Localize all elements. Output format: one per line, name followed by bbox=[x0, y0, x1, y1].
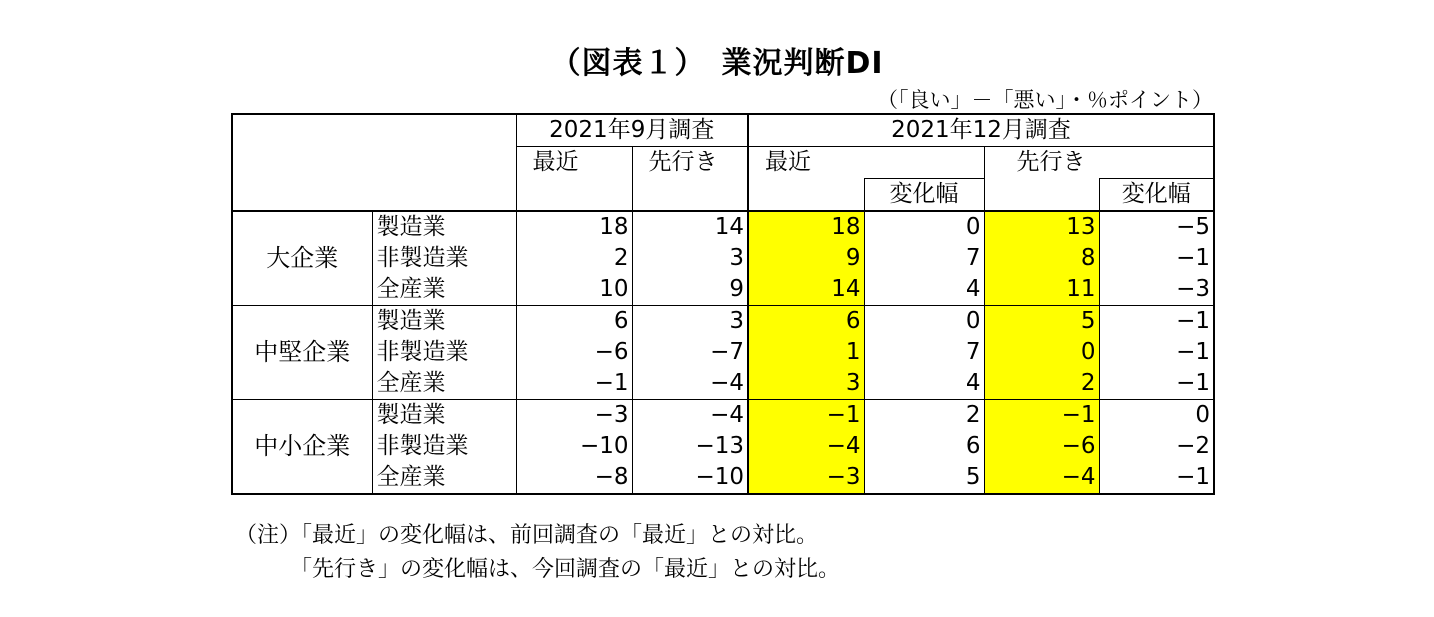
cell-dec-recent: 9 bbox=[748, 243, 864, 274]
header-dec-recent: 最近 bbox=[748, 147, 984, 179]
table-row bbox=[232, 306, 1214, 338]
header-dec-recent-blank bbox=[748, 179, 864, 212]
cell-dec-outlook: −4 bbox=[984, 462, 1099, 494]
industry-label: 全産業 bbox=[372, 368, 516, 400]
cell-sep-recent: −6 bbox=[516, 337, 632, 368]
cell-dec-outlook-change: −2 bbox=[1099, 431, 1214, 462]
cell-dec-recent-change: 5 bbox=[864, 462, 984, 494]
cell-dec-recent: 6 bbox=[748, 306, 864, 338]
cell-dec-outlook: 5 bbox=[984, 306, 1099, 338]
table-row bbox=[232, 462, 1214, 494]
table-row bbox=[232, 243, 1214, 274]
cell-dec-recent-change: 4 bbox=[864, 368, 984, 400]
cell-sep-recent: −1 bbox=[516, 368, 632, 400]
cell-sep-outlook: 14 bbox=[632, 211, 748, 243]
cell-dec-recent: 18 bbox=[748, 211, 864, 243]
cell-sep-recent: −10 bbox=[516, 431, 632, 462]
cell-dec-outlook: 0 bbox=[984, 337, 1099, 368]
note-line-1: （注）「最近」の変化幅は、前回調査の「最近」との対比。 bbox=[235, 523, 819, 548]
note-line-2: 「先行き」の変化幅は、今回調査の「最近」との対比。 bbox=[290, 557, 841, 582]
header-corner bbox=[232, 114, 516, 211]
cell-sep-outlook: 3 bbox=[632, 306, 748, 338]
cell-dec-outlook-change: −5 bbox=[1099, 211, 1214, 243]
cell-sep-recent: 18 bbox=[516, 211, 632, 243]
cell-sep-outlook: 3 bbox=[632, 243, 748, 274]
header-dec-outlook-blank bbox=[984, 179, 1099, 212]
cell-sep-outlook: −4 bbox=[632, 400, 748, 432]
cell-dec-recent: −4 bbox=[748, 431, 864, 462]
cell-dec-recent: 1 bbox=[748, 337, 864, 368]
cell-sep-recent: −3 bbox=[516, 400, 632, 432]
table-row bbox=[232, 274, 1214, 306]
cell-dec-outlook: −6 bbox=[984, 431, 1099, 462]
cell-dec-recent-change: 0 bbox=[864, 306, 984, 338]
cell-dec-recent-change: 6 bbox=[864, 431, 984, 462]
industry-label: 非製造業 bbox=[372, 243, 516, 274]
cell-sep-recent: 2 bbox=[516, 243, 632, 274]
cell-dec-recent: 3 bbox=[748, 368, 864, 400]
industry-label: 製造業 bbox=[372, 306, 516, 338]
group-label-large: 大企業 bbox=[232, 211, 372, 306]
cell-dec-outlook: −1 bbox=[984, 400, 1099, 432]
group-label-small: 中小企業 bbox=[232, 400, 372, 495]
header-row-surveys bbox=[232, 114, 1214, 147]
header-sep-outlook: 先行き bbox=[632, 147, 748, 212]
header-survey-dec: 2021年12月調査 bbox=[748, 114, 1214, 147]
cell-dec-recent: −1 bbox=[748, 400, 864, 432]
industry-label: 製造業 bbox=[372, 211, 516, 243]
cell-dec-outlook-change: −1 bbox=[1099, 243, 1214, 274]
cell-dec-recent-change: 4 bbox=[864, 274, 984, 306]
cell-sep-recent: 6 bbox=[516, 306, 632, 338]
cell-dec-outlook: 2 bbox=[984, 368, 1099, 400]
cell-sep-outlook: 9 bbox=[632, 274, 748, 306]
header-dec-outlook: 先行き bbox=[984, 147, 1214, 179]
cell-dec-outlook-change: −3 bbox=[1099, 274, 1214, 306]
table-row bbox=[232, 368, 1214, 400]
header-dec-recent-change: 変化幅 bbox=[864, 179, 984, 212]
cell-dec-outlook: 8 bbox=[984, 243, 1099, 274]
cell-sep-outlook: −13 bbox=[632, 431, 748, 462]
cell-sep-recent: −8 bbox=[516, 462, 632, 494]
cell-dec-recent: 14 bbox=[748, 274, 864, 306]
di-table bbox=[231, 113, 1215, 495]
table-row bbox=[232, 431, 1214, 462]
cell-dec-recent: −3 bbox=[748, 462, 864, 494]
cell-dec-outlook-change: −1 bbox=[1099, 306, 1214, 338]
unit-label: （「良い」－「悪い」・％ポイント） bbox=[877, 88, 1213, 112]
cell-dec-recent-change: 7 bbox=[864, 243, 984, 274]
header-dec-outlook-change: 変化幅 bbox=[1099, 179, 1214, 212]
cell-sep-outlook: −10 bbox=[632, 462, 748, 494]
cell-sep-outlook: −4 bbox=[632, 368, 748, 400]
cell-sep-recent: 10 bbox=[516, 274, 632, 306]
cell-dec-outlook-change: −1 bbox=[1099, 368, 1214, 400]
header-sep-recent: 最近 bbox=[516, 147, 632, 212]
cell-sep-outlook: −7 bbox=[632, 337, 748, 368]
cell-dec-outlook-change: −1 bbox=[1099, 337, 1214, 368]
page-title: （図表１） 業況判断DI bbox=[550, 46, 884, 81]
cell-dec-outlook-change: −1 bbox=[1099, 462, 1214, 494]
industry-label: 全産業 bbox=[372, 274, 516, 306]
industry-label: 非製造業 bbox=[372, 337, 516, 368]
cell-dec-outlook: 13 bbox=[984, 211, 1099, 243]
cell-dec-recent-change: 7 bbox=[864, 337, 984, 368]
industry-label: 製造業 bbox=[372, 400, 516, 432]
cell-dec-outlook: 11 bbox=[984, 274, 1099, 306]
industry-label: 全産業 bbox=[372, 462, 516, 494]
cell-dec-outlook-change: 0 bbox=[1099, 400, 1214, 432]
table-row bbox=[232, 400, 1214, 432]
cell-dec-recent-change: 2 bbox=[864, 400, 984, 432]
table-row bbox=[232, 211, 1214, 243]
header-survey-sep: 2021年9月調査 bbox=[516, 114, 748, 147]
industry-label: 非製造業 bbox=[372, 431, 516, 462]
cell-dec-recent-change: 0 bbox=[864, 211, 984, 243]
group-label-midsize: 中堅企業 bbox=[232, 306, 372, 400]
table-row bbox=[232, 337, 1214, 368]
